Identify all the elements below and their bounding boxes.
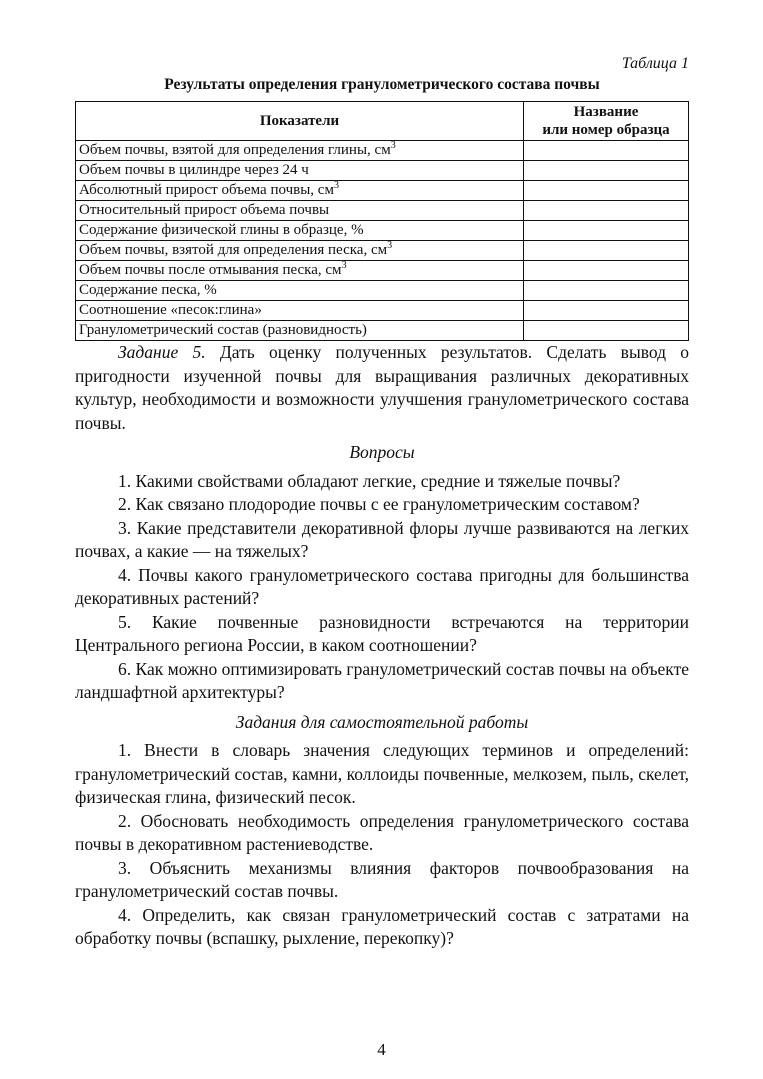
table-row	[76, 261, 689, 281]
indicator-cell	[76, 141, 524, 161]
sample-value-cell	[524, 301, 689, 321]
indicator-label: Содержание физической глины в образце, %	[79, 222, 364, 238]
table-row	[76, 161, 689, 181]
self-study-item: 3. Объяснить механизмы влияния факторов почвообразования на гранулометрический состав почвы.	[75, 857, 689, 901]
indicator-label: Объем почвы, взятой для определения песка, см	[79, 242, 388, 258]
table-body	[76, 141, 689, 341]
table-row	[76, 181, 689, 201]
sample-value-cell	[524, 181, 689, 201]
sample-value-cell	[524, 241, 689, 261]
indicator-cell	[76, 281, 524, 301]
sample-value-cell	[524, 201, 689, 221]
indicator-label: Объем почвы после отмывания песка, см	[79, 262, 342, 278]
questions-list	[75, 470, 689, 705]
header-sample	[524, 102, 689, 141]
self-study-item: 4. Определить, как связан гранулометрический состав с затратами на обработку почвы (вспашку, рыхление, перекопку)?	[75, 904, 689, 948]
task-5-paragraph	[75, 341, 689, 435]
question-item: 2. Как связано плодородие почвы с ее гранулометрическим составом?	[118, 494, 640, 514]
table-row	[76, 321, 689, 341]
table-row	[76, 241, 689, 261]
unit-superscript: 3	[333, 180, 339, 191]
unit-superscript: 3	[387, 240, 393, 251]
sample-value-cell	[524, 321, 689, 341]
unit-superscript: 3	[341, 260, 347, 271]
question-item: 3. Какие представители декоративной флоры лучше развиваются на легких почвах, а какие — на тяжелых?	[75, 517, 689, 561]
indicator-cell	[76, 241, 524, 261]
unit-superscript: 3	[390, 140, 396, 151]
self-study-item: 2. Обосновать необходимость определения гранулометрического состава почвы в декоративном растениеводстве.	[75, 810, 689, 854]
indicator-label: Соотношение «песок:глина»	[79, 302, 262, 318]
table-title: Результаты определения гранулометрического состава почвы	[164, 76, 600, 93]
table-row	[76, 201, 689, 221]
indicator-label: Абсолютный прирост объема почвы, см	[79, 182, 334, 198]
header-indicators: Показатели	[76, 102, 524, 141]
indicator-cell	[76, 321, 524, 341]
table-row	[76, 281, 689, 301]
sample-value-cell	[524, 221, 689, 241]
table-row	[76, 221, 689, 241]
header-sample-line1: Название	[573, 104, 639, 120]
indicator-label: Содержание песка, %	[79, 282, 217, 298]
table-header-row	[76, 102, 689, 141]
question-item: 1. Какими свойствами обладают легкие, средние и тяжелые почвы?	[118, 470, 621, 491]
indicator-label: Относительный прирост объема почвы	[79, 202, 330, 218]
indicator-cell	[76, 181, 524, 201]
indicator-cell	[76, 261, 524, 281]
indicator-cell	[76, 301, 524, 321]
sample-value-cell	[524, 141, 689, 161]
questions-heading: Вопросы	[349, 442, 415, 462]
page-content	[75, 55, 689, 951]
page-number: 4	[377, 1040, 386, 1059]
self-study-heading: Задания для самостоятельной работы	[235, 711, 529, 732]
sample-value-cell	[524, 281, 689, 301]
sample-value-cell	[524, 261, 689, 281]
indicator-cell	[76, 201, 524, 221]
question-item: 4. Почвы какого гранулометрического состава пригодны для большинства декоративных растений?	[75, 564, 689, 608]
sample-value-cell	[524, 161, 689, 181]
indicator-label: Объем почвы в цилиндре через 24 ч	[79, 162, 309, 178]
indicator-cell	[76, 221, 524, 241]
indicator-label: Гранулометрический состав (разновидность)	[79, 322, 367, 338]
table-row	[76, 301, 689, 321]
table-row	[76, 141, 689, 161]
results-table	[75, 101, 689, 341]
task-5-text: Дать оценку полученных результатов. Сделать вывод о пригодности изученной почвы для выращивания различных декоративных культур, необходимости и возможности улучшения гранулометрического состава почвы.	[75, 342, 689, 433]
question-item: 6. Как можно оптимизировать гранулометрический состав почвы на объекте ландшафтной архитектуры?	[75, 658, 689, 702]
self-study-item: 1. Внести в словарь значения следующих терминов и определений: гранулометрический состав, камни, коллоиды почвенные, мелкозем, пыль, скелет, физическая глина, физический песок.	[75, 740, 689, 807]
table-caption: Таблица 1	[621, 55, 689, 72]
indicator-label: Объем почвы, взятой для определения глины, см	[79, 142, 391, 158]
task-5-label: Задание 5.	[118, 342, 206, 362]
self-study-list	[75, 739, 689, 951]
question-item: 5. Какие почвенные разновидности встречаются на территории Центрального региона России, в каком соотношении?	[75, 611, 689, 655]
indicator-cell	[76, 161, 524, 181]
header-sample-line2: или номер образца	[542, 122, 670, 138]
